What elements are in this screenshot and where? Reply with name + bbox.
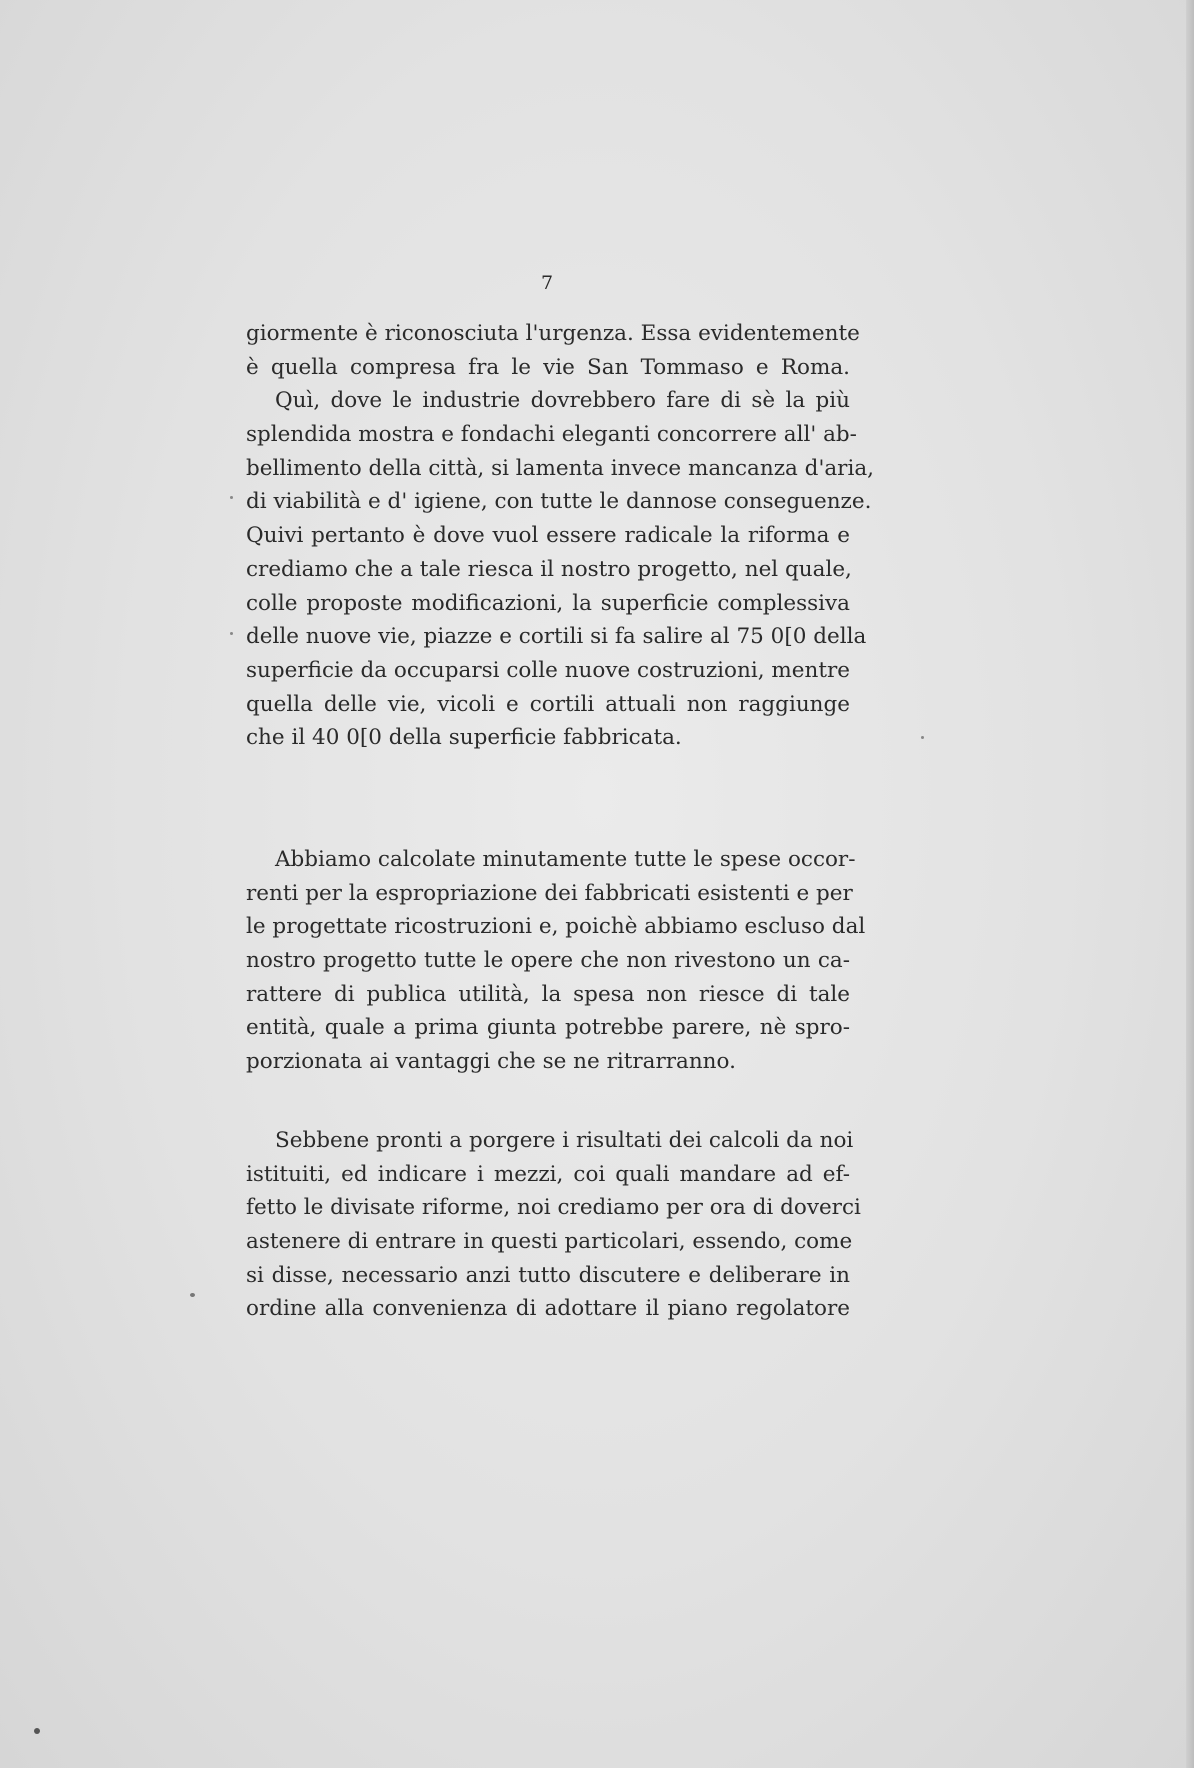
text-line: quella delle vie, vicoli e cortili attuali non raggiunge <box>246 691 850 717</box>
text-line: nostro progetto tutte le opere che non rivestono un ca- <box>246 948 850 974</box>
text-line: le progettate ricostruzioni e, poichè abbiamo escluso dal <box>246 914 866 940</box>
text-line: ordine alla convenienza di adottare il piano regolatore <box>246 1296 850 1322</box>
text-line: renti per la espropriazione dei fabbricati esistenti e per <box>246 880 853 906</box>
page-number: 7 <box>541 272 554 294</box>
text-line: entità, quale a prima giunta potrebbe parere, nè spro- <box>246 1015 850 1041</box>
paragraph-1 <box>246 317 874 755</box>
text-line: rattere di publica utilità, la spesa non riesce di tale <box>246 981 850 1007</box>
text-line: porzionata ai vantaggi che se ne ritrarranno. <box>246 1049 736 1075</box>
page-edge-shadow <box>1186 0 1194 1768</box>
text-line: Abbiamo calcolate minutamente tutte le spese occor- <box>275 847 856 872</box>
ink-speck <box>921 736 924 739</box>
text-line: bellimento della città, si lamenta invece mancanza d'aria, <box>246 455 874 481</box>
text-line: è quella compresa fra le vie San Tommaso e Roma. <box>246 354 850 380</box>
text-line: Quivi pertanto è dove vuol essere radicale la riforma e <box>246 523 850 549</box>
text-line: colle proposte modificazioni, la superficie complessiva <box>246 590 850 616</box>
text-line: si disse, necessario anzi tutto discutere e deliberare in <box>246 1262 850 1288</box>
ink-speck <box>34 1728 40 1734</box>
ink-speck <box>230 496 233 499</box>
text-line: fetto le divisate riforme, noi crediamo per ora di doverci <box>246 1195 861 1221</box>
text-line: istituiti, ed indicare i mezzi, coi quali mandare ad ef- <box>246 1161 850 1187</box>
text-line: astenere di entrare in questi particolari, essendo, come <box>246 1229 853 1255</box>
ink-speck <box>230 632 233 635</box>
text-line: che il 40 0[0 della superficie fabbricata. <box>246 725 682 751</box>
ink-speck <box>190 1293 195 1297</box>
text-line: crediamo che a tale riesca il nostro progetto, nel quale, <box>246 556 852 582</box>
paragraph-3 <box>246 1124 861 1326</box>
text-line: superficie da occuparsi colle nuove costruzioni, mentre <box>246 657 850 683</box>
text-line: giormente è riconosciuta l'urgenza. Essa evidentemente <box>246 321 860 346</box>
text-line: delle nuove vie, piazze e cortili si fa salire al 75 0[0 della <box>246 624 867 650</box>
text-line: splendida mostra e fondachi eleganti concorrere all' ab- <box>246 422 857 448</box>
paragraph-2 <box>246 843 866 1079</box>
text-line: Sebbene pronti a porgere i risultati dei calcoli da noi <box>275 1128 854 1153</box>
text-line: Quì, dove le industrie dovrebbero fare di sè la più <box>275 388 850 414</box>
text-line: di viabilità e d' igiene, con tutte le dannose conseguenze. <box>246 489 872 515</box>
